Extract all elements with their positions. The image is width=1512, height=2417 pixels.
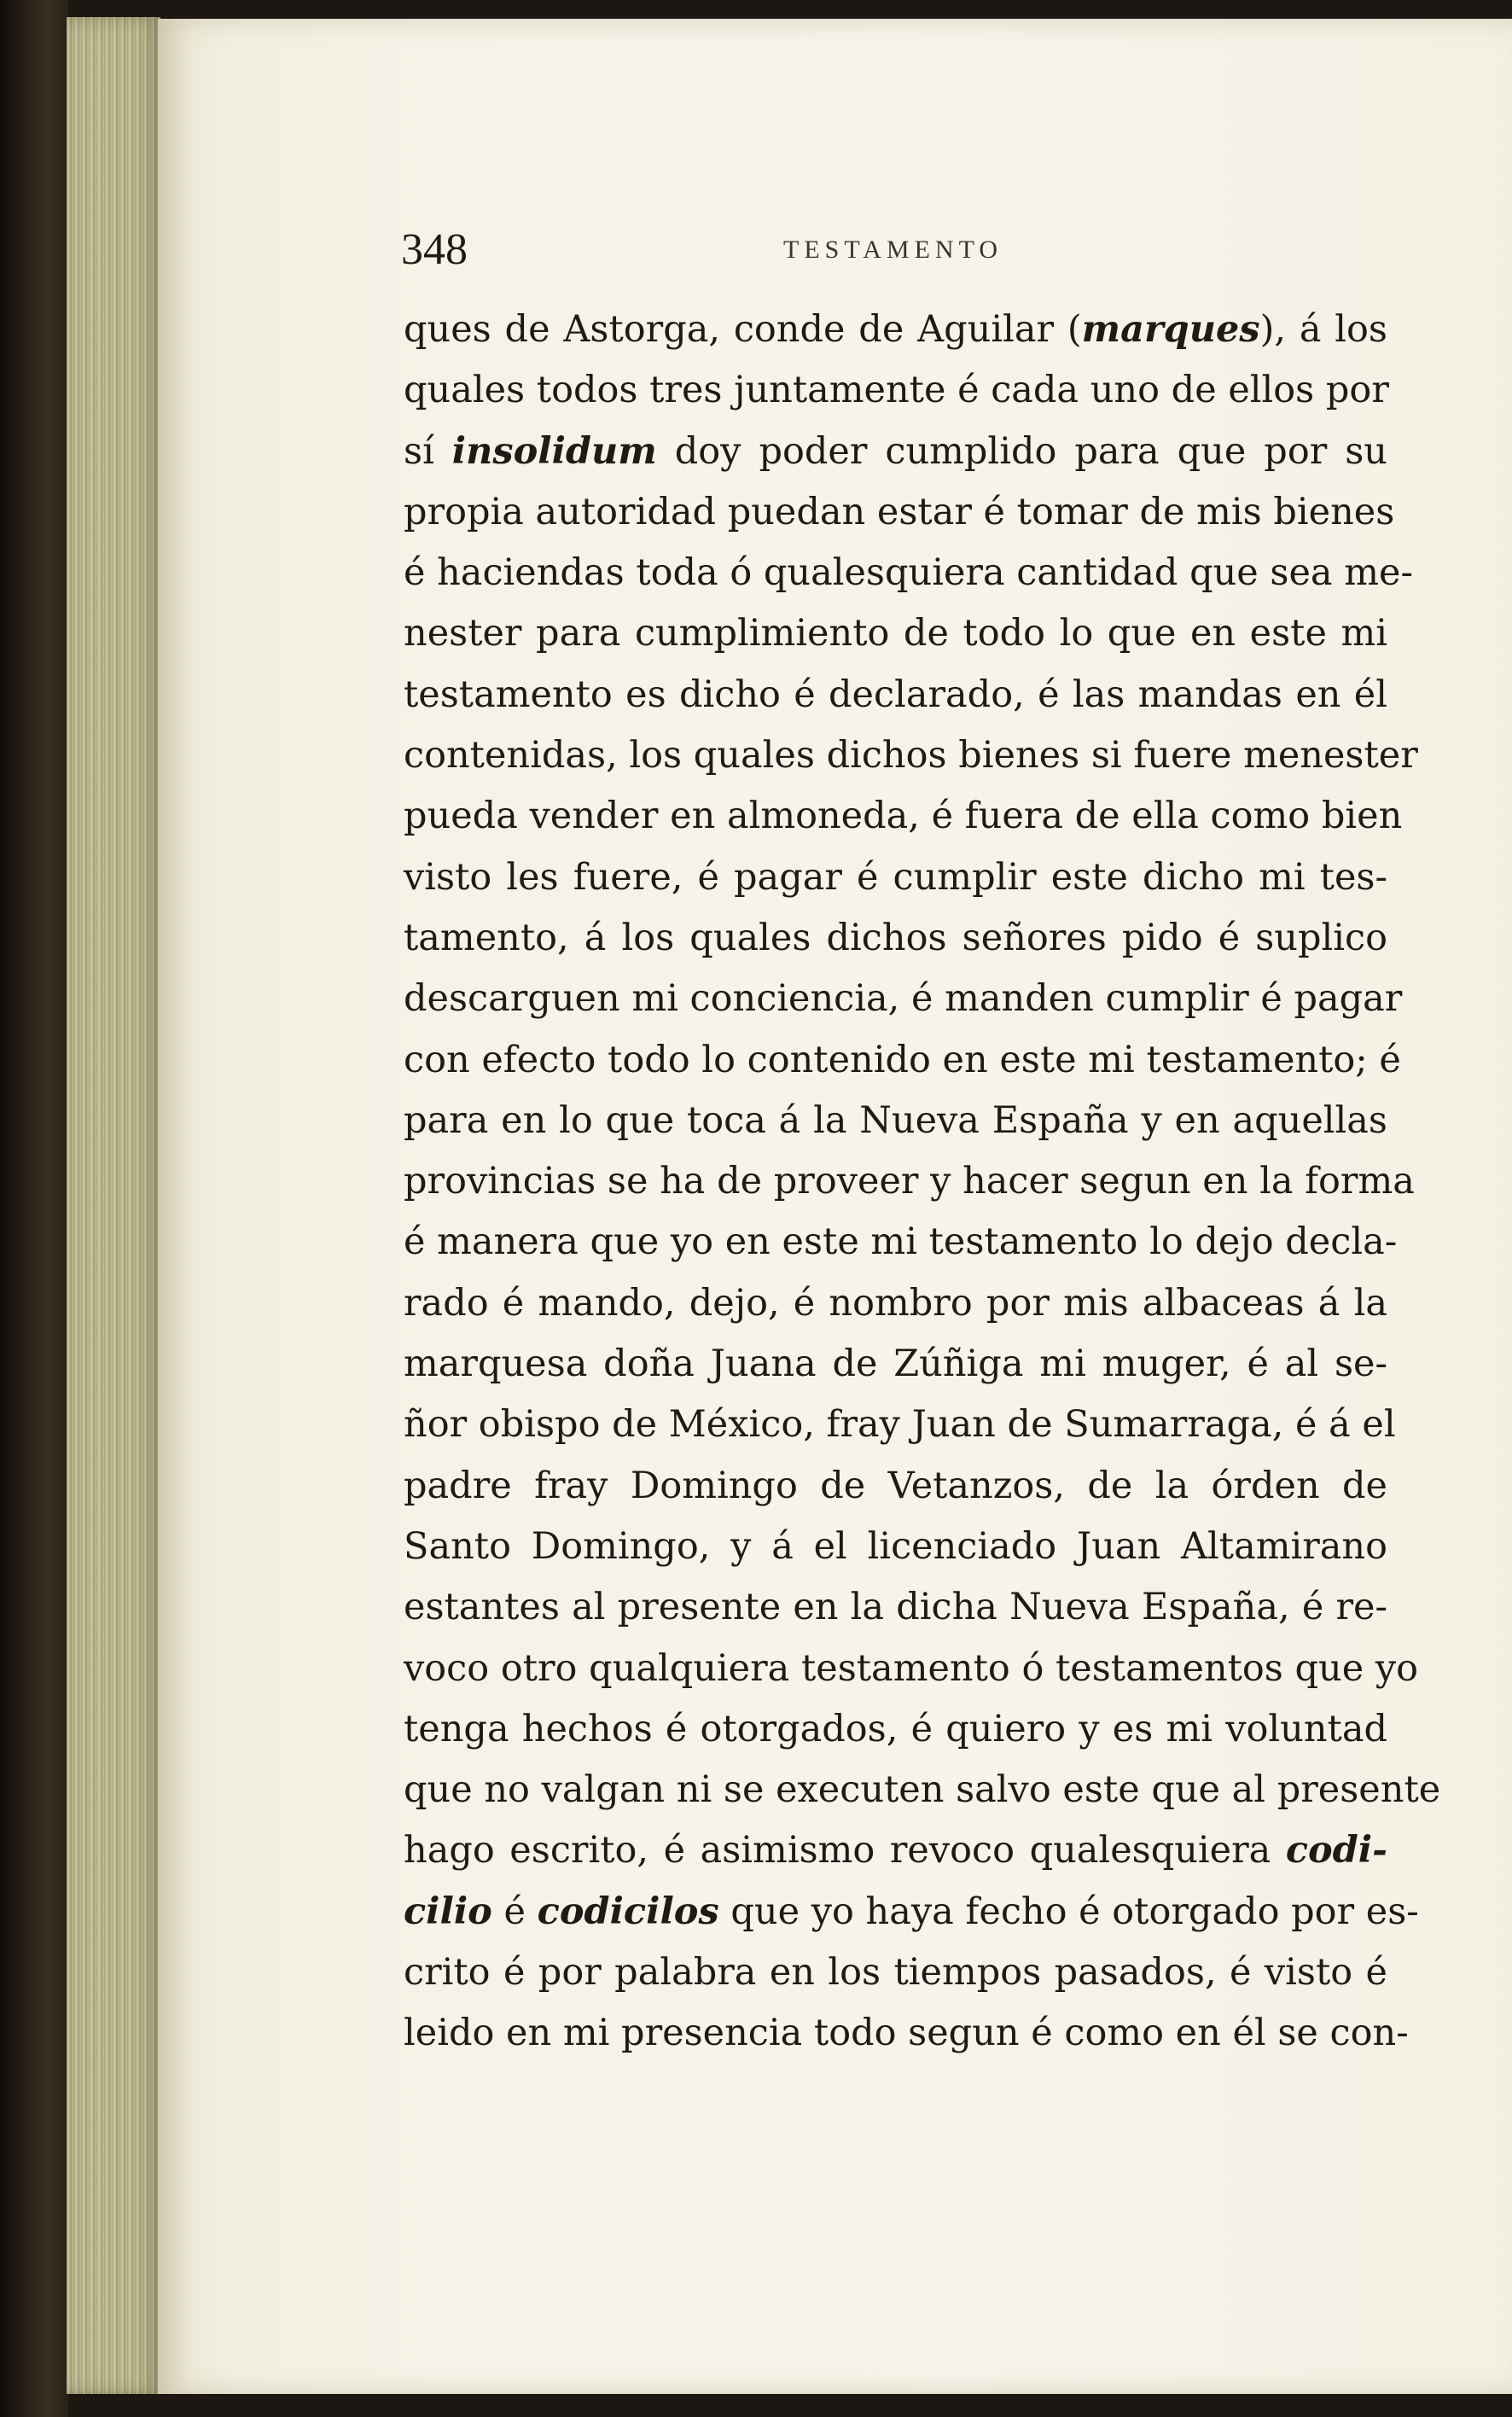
text-line [404,725,1418,786]
text-line [404,1334,1387,1395]
text-line [404,603,1387,664]
text-line [404,300,1387,360]
section-title: TESTAMENTO [783,236,1003,264]
italic-term: codicilos [537,1890,719,1933]
text-segment: crito é por palabra en los tiempos pasados, é visto é [404,1951,1387,1995]
text-line [404,1820,1387,1881]
text-segment: Santo Domingo, y á el licenciado Juan Altamirano [404,1524,1387,1568]
page-number: 348 [401,225,468,274]
text-line [404,665,1387,725]
text-line [404,1273,1387,1334]
text-segment: é [491,1890,538,1933]
text-segment: estantes al presente en la dicha Nueva España, é re- [404,1586,1387,1629]
text-segment: sí [404,429,452,473]
text-line [404,543,1413,603]
text-segment: provincias se ha de proveer y hacer segun en la forma [404,1160,1415,1203]
italic-term: insolidum [451,429,657,473]
text-segment: que no valgan ni se executen salvo este que al presente [404,1768,1441,1812]
text-line [404,847,1387,908]
text-line [404,1395,1396,1455]
text-line [404,1091,1387,1151]
italic-term: codi- [1285,1829,1387,1872]
text-line [404,908,1387,969]
text-line [404,2003,1409,2064]
text-line [404,1882,1419,1942]
text-segment: descarguen mi conciencia, é manden cumplir é pagar [404,977,1403,1021]
text-segment: nester para cumplimiento de todo lo que en este mi [404,612,1387,655]
text-line [404,1639,1419,1699]
text-segment: marquesa doña Juana de Zúñiga mi muger, é al se- [404,1342,1387,1386]
text-segment: testamento es dicho é declarado, é las mandas en él [404,673,1387,716]
text-segment: ñor obispo de México, fray Juan de Sumarraga, é á el [404,1403,1396,1447]
text-line [404,1760,1441,1820]
text-segment: hago escrito, é asimismo revoco qualesquiera [404,1829,1286,1872]
text-segment: leido en mi presencia todo segun é como en él se con- [404,2012,1409,2055]
text-segment: con efecto todo lo contenido en este mi testamento; é [404,1038,1401,1081]
text-line [404,360,1387,421]
text-segment: pueda vender en almoneda, é fuera de ella como bien [404,795,1403,838]
text-segment: ), á los [1259,308,1388,351]
text-segment: propia autoridad puedan estar é tomar de mis bienes [404,490,1395,533]
text-segment: tamento, á los quales dichos señores pido é suplico [404,916,1387,959]
text-line [404,1212,1398,1273]
text-segment: rado é mando, dejo, é nombro por mis albaceas á la [404,1281,1387,1325]
text-line [404,786,1403,847]
text-line [404,1942,1387,2003]
text-line [404,1456,1387,1517]
text-line [404,969,1403,1029]
text-line [404,1030,1401,1091]
text-line [404,482,1395,543]
text-line [404,1699,1387,1760]
text-segment: doy poder cumplido para que por su [656,429,1387,473]
text-line [404,1577,1387,1638]
text-line [404,1517,1387,1577]
body-text [404,300,1441,2065]
text-segment: voco otro qualquiera testamento ó testamentos que yo [404,1646,1419,1690]
text-segment: para en lo que toca á la Nueva España y en aquellas [404,1098,1387,1142]
text-segment: ques de Astorga, conde de Aguilar ( [404,308,1082,351]
text-segment: tenga hechos é otorgados, é quiero y es mi voluntad [404,1707,1387,1750]
text-segment: é haciendas toda ó qualesquiera cantidad que sea me- [404,551,1413,595]
text-segment: é manera que yo en este mi testamento lo dejo decla- [404,1220,1398,1264]
text-segment: padre fray Domingo de Vetanzos, de la órden de [404,1464,1387,1507]
text-segment: que yo haya fecho é otorgado por es- [718,1890,1419,1933]
text-segment: quales todos tres juntamente é cada uno de ellos por [404,369,1389,412]
text-line [404,1151,1415,1212]
text-line [404,422,1387,482]
running-head [401,224,1382,276]
text-segment: contenidas, los quales dichos bienes si fuere menester [404,734,1418,778]
italic-term: marques [1081,308,1260,351]
text-segment: visto les fuere, é pagar é cumplir este dicho mi tes- [404,855,1387,899]
italic-term: cilio [404,1890,492,1933]
